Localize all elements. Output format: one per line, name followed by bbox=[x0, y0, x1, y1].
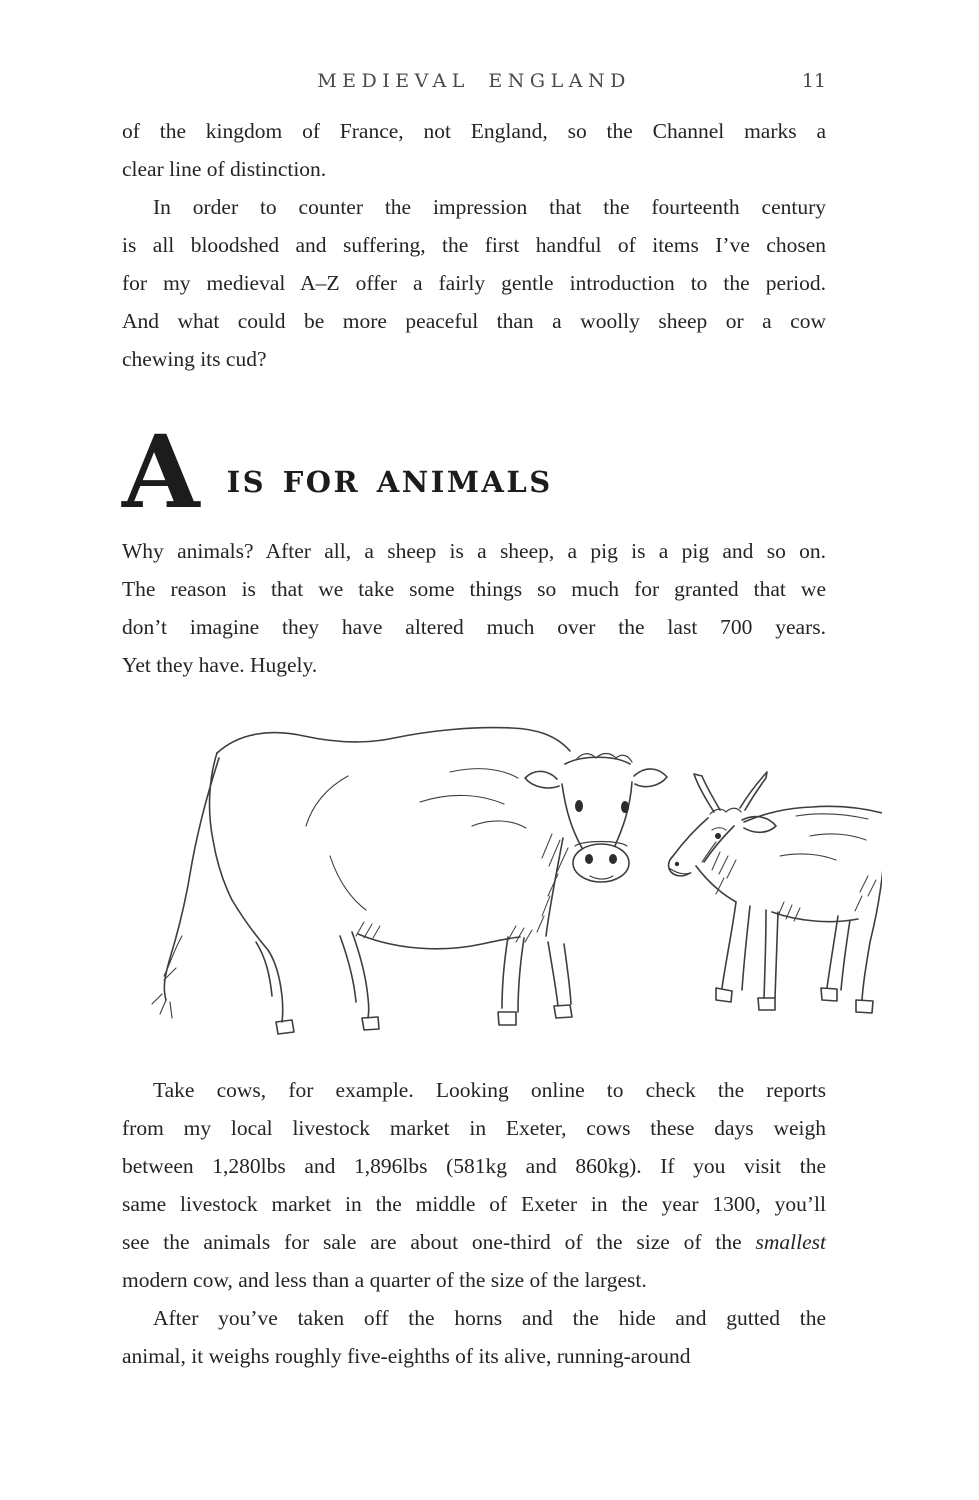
body-line: for my medieval A–Z offer a fairly gentle introduction to the period. bbox=[122, 271, 826, 295]
paragraph-fourteenth-century bbox=[122, 188, 826, 378]
body-line: Why animals? After all, a sheep is a sheep, a pig is a pig and so on. bbox=[122, 539, 826, 563]
body-line: And what could be more peaceful than a woolly sheep or a cow bbox=[122, 309, 826, 333]
body-line: In order to counter the impression that the fourteenth century bbox=[153, 195, 826, 219]
large-cow-drawing bbox=[152, 728, 667, 1034]
paragraph-after-youve bbox=[122, 1299, 826, 1375]
body-line: is all bloodshed and suffering, the first handful of items I’ve chosen bbox=[122, 233, 826, 257]
dropcap-letter-a: A bbox=[122, 413, 200, 531]
body-line-with-italic bbox=[122, 1223, 826, 1261]
body-line: modern cow, and less than a quarter of the size of the largest. bbox=[122, 1268, 647, 1292]
page-number: 11 bbox=[801, 70, 826, 92]
body-line: between 1,280lbs and 1,896lbs (581kg and 860kg). If you visit the bbox=[122, 1154, 826, 1178]
text-column bbox=[122, 0, 826, 1375]
cow-illustration bbox=[120, 706, 882, 1051]
page-header bbox=[122, 70, 826, 96]
body-line: clear line of distinction. bbox=[122, 157, 327, 181]
section-heading bbox=[122, 413, 826, 531]
small-cow-drawing bbox=[669, 772, 882, 1013]
paragraph-why-animals bbox=[122, 532, 826, 684]
body-line: animal, it weighs roughly five-eighths of its alive, running-around bbox=[122, 1344, 691, 1368]
body-line: same livestock market in the middle of Exeter in the year 1300, you’ll bbox=[122, 1192, 826, 1216]
body-line: of the kingdom of France, not England, so the Channel marks a bbox=[122, 119, 826, 143]
section-title: IS FOR ANIMALS bbox=[226, 465, 553, 499]
body-line-italic-segment: smallest bbox=[755, 1230, 826, 1254]
body-line: The reason is that we take some things so much for granted that we bbox=[122, 577, 826, 601]
body-line: After you’ve taken off the horns and the hide and gutted the bbox=[153, 1306, 826, 1330]
body-line: chewing its cud? bbox=[122, 347, 267, 371]
body-line: Yet they have. Hugely. bbox=[122, 653, 318, 677]
body-line: Take cows, for example. Looking online to check the reports bbox=[153, 1078, 826, 1102]
paragraph-take-cows bbox=[122, 1071, 826, 1299]
running-head-title: MEDIEVAL ENGLAND bbox=[317, 70, 631, 92]
body-line: don’t imagine they have altered much over the last 700 years. bbox=[122, 615, 826, 639]
paragraph-channel bbox=[122, 112, 826, 188]
body-line: from my local livestock market in Exeter, cows these days weigh bbox=[122, 1116, 826, 1140]
body-line-regular-segment: see the animals for sale are about one-third of the size of the bbox=[122, 1230, 756, 1254]
